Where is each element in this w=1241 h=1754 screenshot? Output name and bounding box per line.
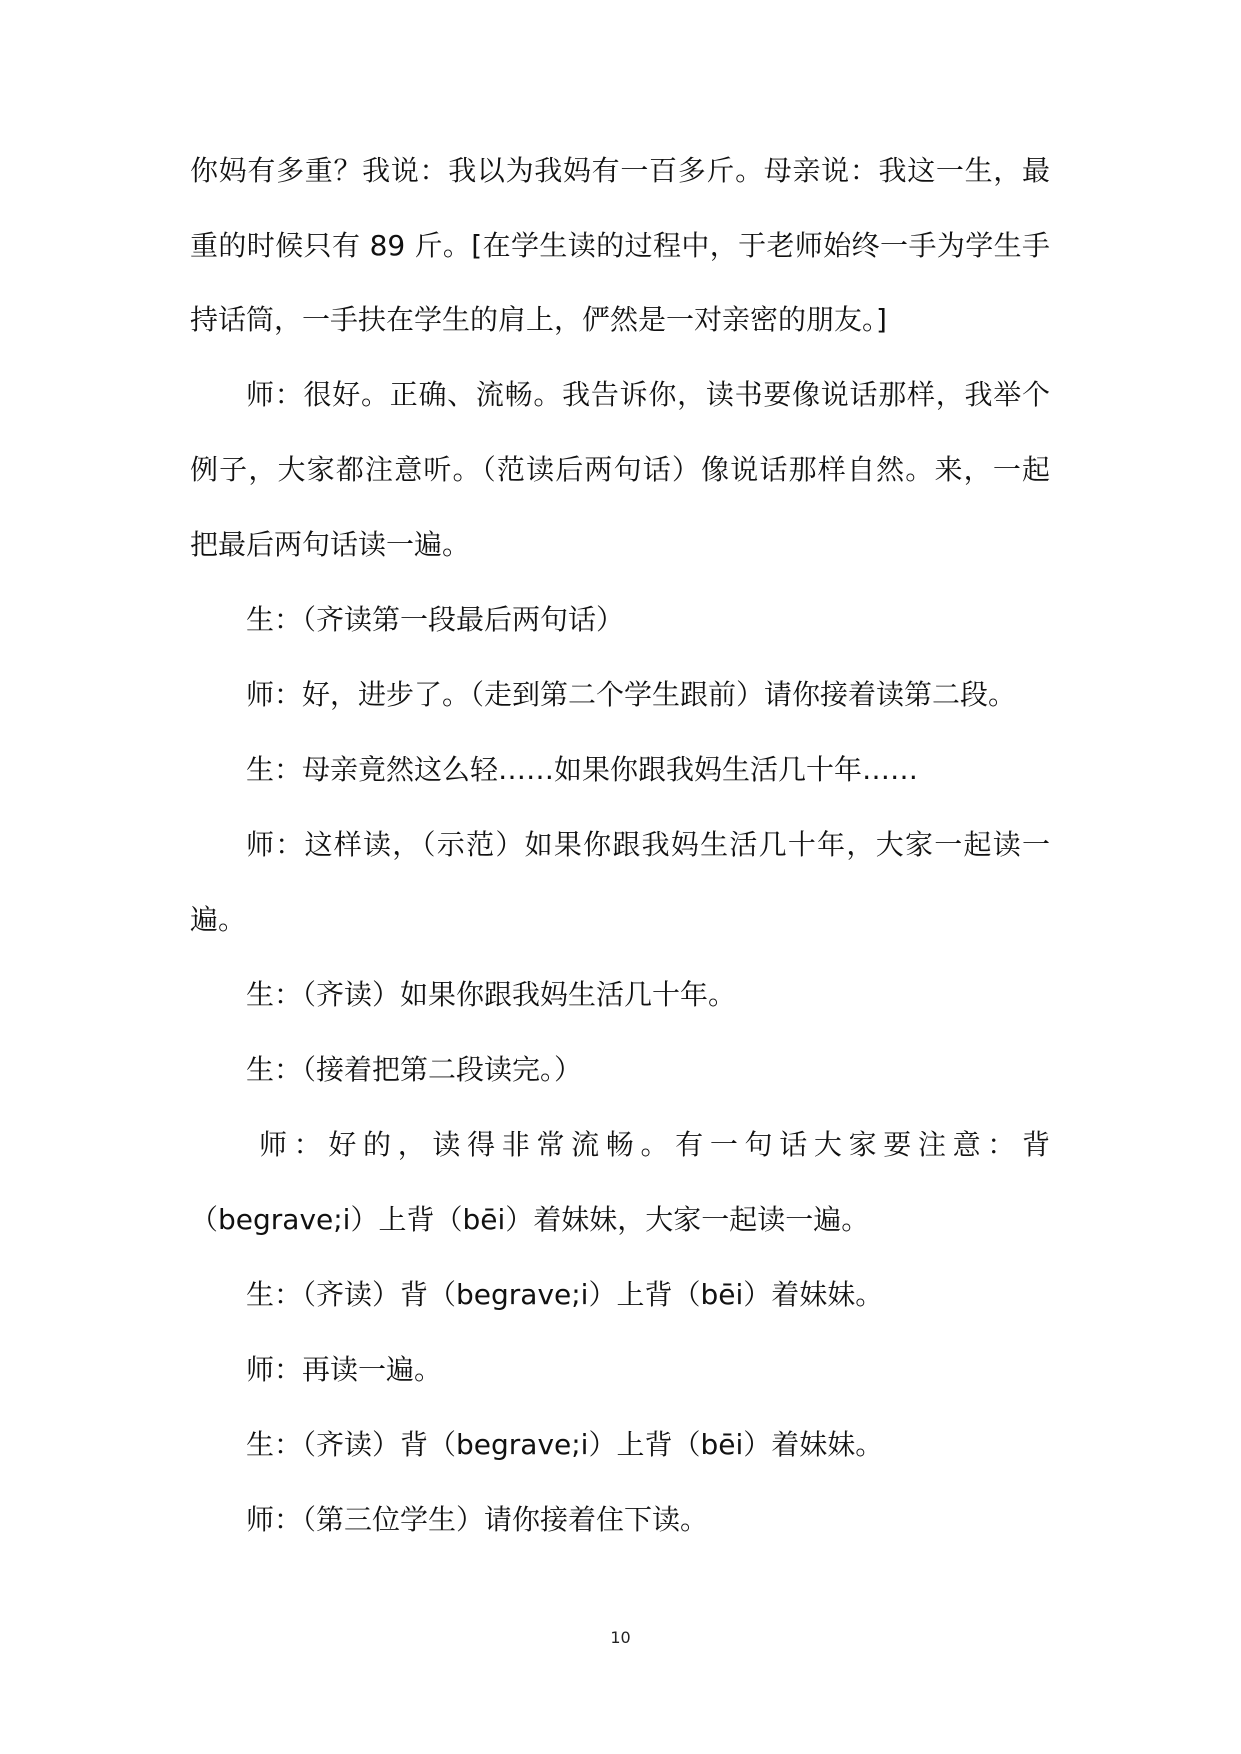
paragraph-line: 师：好的，读得非常流畅。有一句话大家要注意：背 (259, 1128, 1050, 1161)
paragraph-line: 师：很好。正确、流畅。我告诉你，读书要像说话那样，我举个 (246, 378, 1050, 411)
paragraph-line: 把最后两句话读一遍。 (190, 528, 471, 561)
paragraph-line: 持话筒，一手扶在学生的肩上，俨然是一对亲密的朋友。] (190, 303, 887, 336)
paragraph-line: 重的时候只有 89 斤。[在学生读的过程中，于老师始终一手为学生手 (190, 229, 1050, 262)
paragraph-line: 师：（第三位学生）请你接着住下读。 (246, 1503, 709, 1536)
paragraph-line: 例子，大家都注意听。（范读后两句话）像说话那样自然。来，一起 (190, 453, 1050, 486)
page-number: 10 (610, 1628, 631, 1647)
paragraph-line: （begrave;i）上背（bēi）着妹妹，大家一起读一遍。 (190, 1203, 870, 1236)
paragraph-line: 生：（齐读）背（begrave;i）上背（bēi）着妹妹。 (246, 1278, 884, 1311)
paragraph-line: 生：（接着把第二段读完。） (246, 1053, 583, 1086)
paragraph-line: 遍。 (190, 903, 247, 936)
paragraph-line: 生：（齐读）背（begrave;i）上背（bēi）着妹妹。 (246, 1428, 884, 1461)
paragraph-line: 生：母亲竟然这么轻……如果你跟我妈生活几十年…… (246, 753, 919, 786)
paragraph-line: 师：再读一遍。 (246, 1353, 443, 1386)
paragraph-line: 生：（齐读）如果你跟我妈生活几十年。 (246, 978, 737, 1011)
paragraph-line: 你妈有多重？我说：我以为我妈有一百多斤。母亲说：我这一生，最 (190, 154, 1050, 187)
paragraph-line: 师：这样读，（示范）如果你跟我妈生活几十年，大家一起读一 (246, 828, 1050, 861)
paragraph-line: 师：好，进步了。（走到第二个学生跟前）请你接着读第二段。 (246, 678, 1017, 711)
paragraph-line: 生：（齐读第一段最后两句话） (246, 603, 625, 636)
